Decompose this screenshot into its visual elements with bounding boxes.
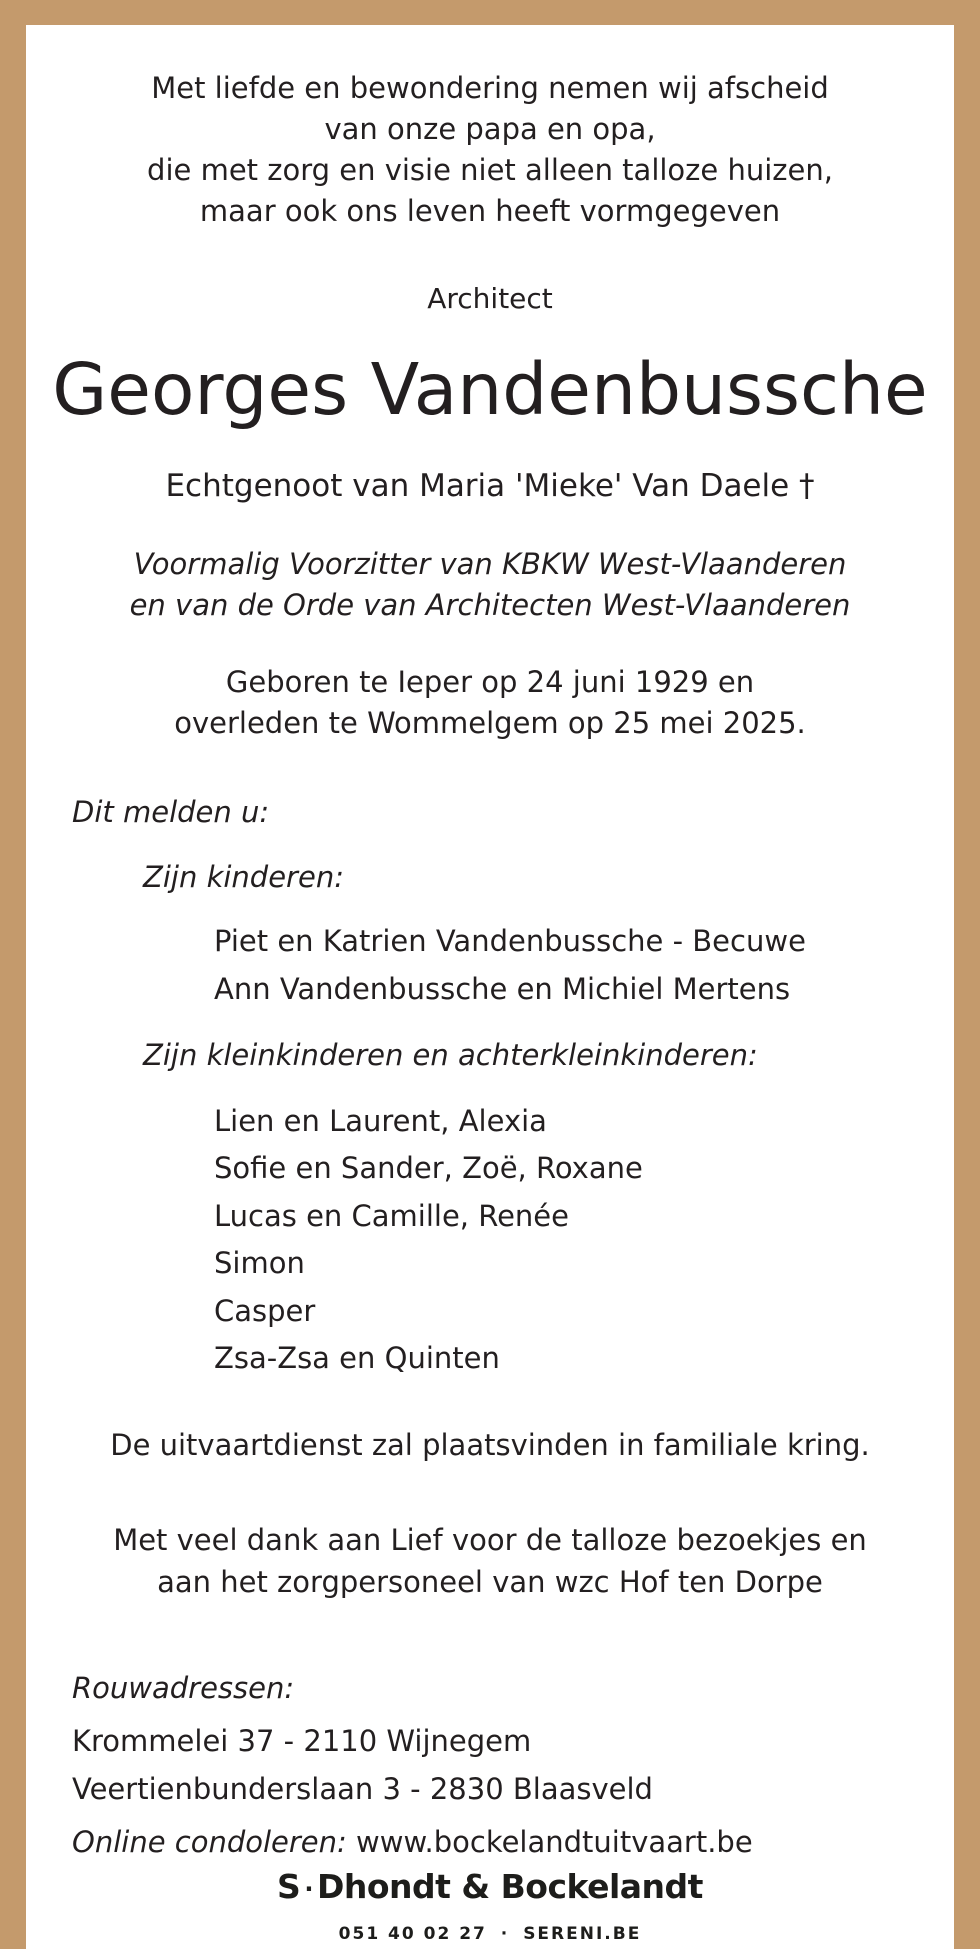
website-link[interactable]: SERENI.BE xyxy=(523,1924,642,1944)
ceremony-note: De uitvaartdienst zal plaatsvinden in familiale kring. xyxy=(110,1428,870,1462)
online-url-link[interactable]: www.bockelandtuitvaart.be xyxy=(356,1825,753,1859)
brand-mark: S xyxy=(277,1867,301,1906)
thanks-note xyxy=(26,1519,954,1603)
contact-separator: · xyxy=(500,1924,510,1944)
function-line: en van de Orde van Architecten West-Vlaanderen xyxy=(129,588,851,622)
function-line: Voormalig Voorzitter van KBKW West-Vlaanderen xyxy=(133,547,847,581)
obituary-card xyxy=(26,25,954,1949)
brand-dot: · xyxy=(304,1874,313,1903)
grandchild-item: Sofie en Sander, Zoë, Roxane xyxy=(214,1151,643,1185)
intro-line: Met liefde en bewondering nemen wij afscheid xyxy=(151,71,829,105)
online-condolences xyxy=(72,1822,753,1862)
intro-text xyxy=(26,68,954,232)
spouse-line: Echtgenoot van Maria 'Mieke' Van Daele † xyxy=(165,468,815,504)
phone-number: 051 40 02 27 xyxy=(338,1924,487,1944)
functions xyxy=(26,544,954,626)
grandchild-item: Zsa-Zsa en Quinten xyxy=(214,1341,500,1375)
grandchildren-heading: Zijn kleinkinderen en achterkleinkinderen: xyxy=(143,1038,758,1072)
child-item: Piet en Katrien Vandenbussche - Becuwe xyxy=(214,924,806,958)
profession: Architect xyxy=(427,282,553,315)
intro-line: die met zorg en visie niet alleen talloze huizen, xyxy=(147,153,833,187)
footer-contact xyxy=(0,1923,980,1945)
grandchild-item: Simon xyxy=(214,1246,305,1280)
grandchild-item: Casper xyxy=(214,1294,316,1328)
intro-line: van onze papa en opa, xyxy=(324,112,656,146)
thanks-line: aan het zorgpersoneel van wzc Hof ten Dorpe xyxy=(157,1565,823,1599)
grandchild-item: Lien en Laurent, Alexia xyxy=(214,1104,547,1138)
death-line: overleden te Wommelgem op 25 mei 2025. xyxy=(174,706,806,740)
intro-line: maar ook ons leven heeft vormgegeven xyxy=(199,194,781,228)
funeral-home-logo xyxy=(0,1867,980,1909)
thanks-line: Met veel dank aan Lief voor de talloze bezoekjes en xyxy=(113,1523,867,1557)
address-line: Krommelei 37 - 2110 Wijnegem xyxy=(72,1724,532,1758)
birth-death xyxy=(26,662,954,744)
grandchild-item: Lucas en Camille, Renée xyxy=(214,1199,569,1233)
addresses-heading: Rouwadressen: xyxy=(72,1671,295,1705)
birth-line: Geboren te Ieper op 24 juni 1929 en xyxy=(225,665,755,699)
child-item: Ann Vandenbussche en Michiel Mertens xyxy=(214,972,791,1006)
announced-by: Dit melden u: xyxy=(72,795,270,829)
brand-name: Dhondt & Bockelandt xyxy=(316,1867,703,1906)
children-heading: Zijn kinderen: xyxy=(143,860,344,894)
address-line: Veertienbunderslaan 3 - 2830 Blaasveld xyxy=(72,1772,653,1806)
deceased-name: Georges Vandenbussche xyxy=(52,348,928,431)
online-label: Online condoleren: xyxy=(72,1825,347,1859)
